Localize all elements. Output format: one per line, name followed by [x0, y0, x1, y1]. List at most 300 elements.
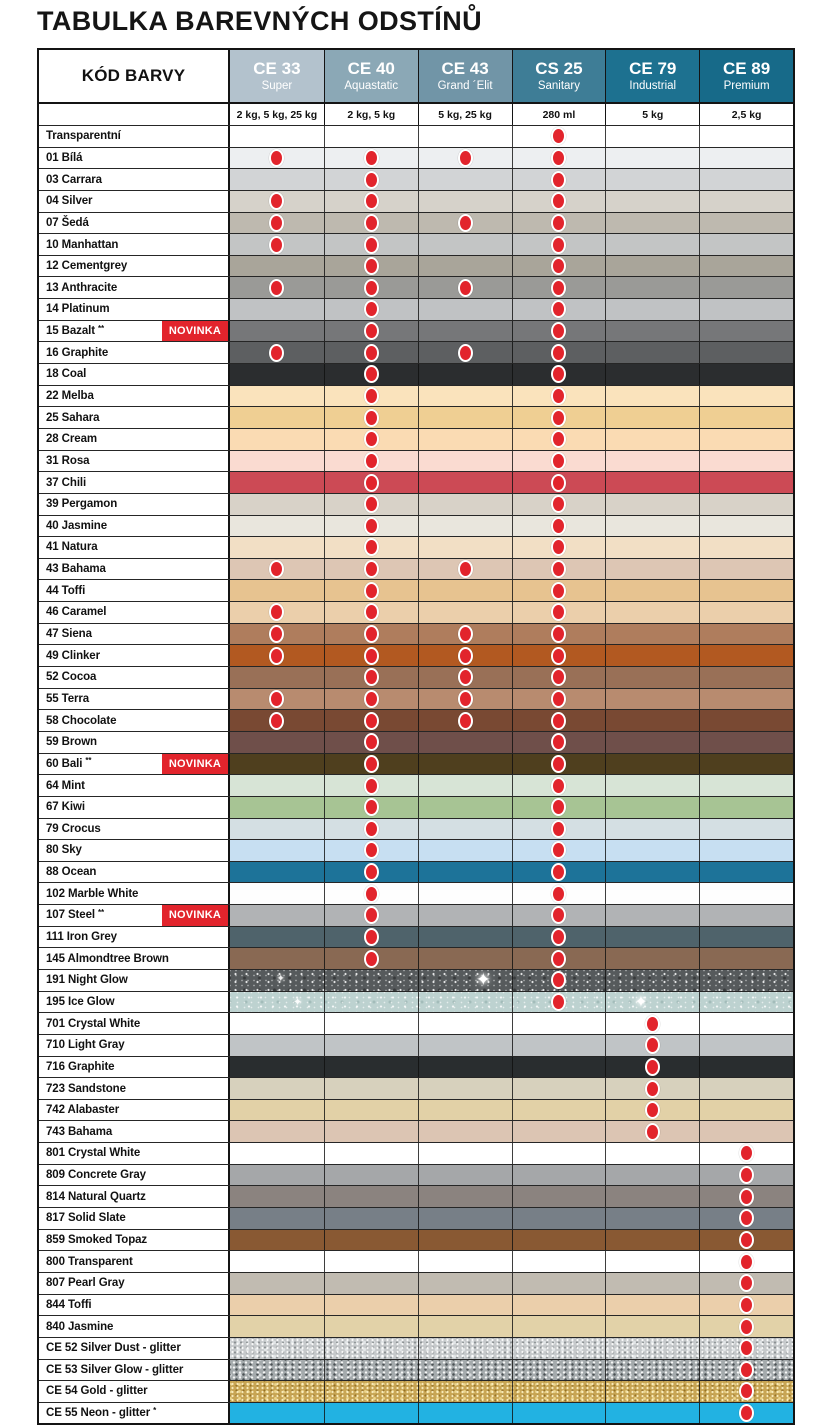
swatch-cell	[605, 169, 699, 190]
color-swatch-strip	[230, 126, 793, 147]
availability-dot	[364, 409, 379, 427]
product-subtitle: Aquastatic	[344, 79, 399, 92]
row-label: 43 Bahama	[46, 563, 106, 576]
swatch-cell	[605, 1143, 699, 1164]
table-row	[39, 385, 793, 407]
row-label-cell	[39, 342, 230, 363]
color-swatch-strip	[230, 1121, 793, 1142]
swatch-cell	[418, 905, 512, 926]
table-row	[39, 1250, 793, 1272]
color-swatch-strip	[230, 451, 793, 472]
row-label-cell	[39, 840, 230, 861]
swatch-cell	[324, 1165, 418, 1186]
swatch-cell	[512, 537, 606, 558]
row-label-cell	[39, 1251, 230, 1272]
swatch-cell	[324, 883, 418, 904]
swatch-cell	[605, 1360, 699, 1381]
row-label-cell	[39, 1121, 230, 1142]
row-label: 39 Pergamon	[46, 498, 118, 511]
table-row	[39, 341, 793, 363]
row-label-cell	[39, 667, 230, 688]
swatch-cell	[324, 1360, 418, 1381]
swatch-cell	[418, 1143, 512, 1164]
swatch-cell	[512, 472, 606, 493]
swatch-cell	[418, 1057, 512, 1078]
package-size: 2 kg, 5 kg	[324, 104, 418, 125]
color-swatch-strip	[230, 970, 793, 991]
availability-dot	[551, 538, 566, 556]
color-swatch-strip	[230, 1230, 793, 1251]
swatch-cell	[418, 948, 512, 969]
swatch-cell	[699, 386, 793, 407]
swatch-cell	[512, 840, 606, 861]
row-label: 710 Light Gray	[46, 1039, 125, 1052]
swatch-cell	[605, 213, 699, 234]
availability-dot	[551, 993, 566, 1011]
swatch-cell	[324, 191, 418, 212]
swatch-cell	[605, 1057, 699, 1078]
row-label-cell	[39, 1360, 230, 1381]
swatch-cell	[605, 1208, 699, 1229]
color-swatch-strip	[230, 191, 793, 212]
availability-dot	[364, 279, 379, 297]
swatch-cell	[324, 559, 418, 580]
swatch-cell	[605, 580, 699, 601]
product-code: CE 33	[253, 58, 301, 78]
swatch-cell	[512, 342, 606, 363]
swatch-cell	[324, 948, 418, 969]
color-code-header: KÓD BARVY	[39, 50, 230, 102]
availability-dot	[551, 560, 566, 578]
availability-dot	[739, 1382, 754, 1400]
swatch-cell	[230, 1295, 324, 1316]
swatch-cell	[324, 321, 418, 342]
availability-dot	[364, 625, 379, 643]
table-row	[39, 904, 793, 926]
swatch-cell	[699, 1381, 793, 1402]
table-row	[39, 1337, 793, 1359]
swatch-cell	[418, 602, 512, 623]
availability-dot	[551, 322, 566, 340]
row-label-cell	[39, 624, 230, 645]
package-size: 280 ml	[512, 104, 606, 125]
row-label-cell	[39, 537, 230, 558]
color-swatch-strip	[230, 494, 793, 515]
table-row	[39, 731, 793, 753]
color-swatch-strip	[230, 559, 793, 580]
product-subtitle: Industrial	[629, 79, 677, 92]
swatch-cell	[512, 191, 606, 212]
color-swatch-strip	[230, 580, 793, 601]
swatch-cell	[230, 905, 324, 926]
swatch-cell	[418, 451, 512, 472]
swatch-cell	[512, 970, 606, 991]
row-label-cell	[39, 1186, 230, 1207]
swatch-cell	[512, 624, 606, 645]
color-swatch-strip	[230, 277, 793, 298]
swatch-cell	[230, 754, 324, 775]
swatch-cell	[324, 213, 418, 234]
swatch-cell	[512, 992, 606, 1013]
row-label: 59 Brown	[46, 736, 97, 749]
swatch-cell	[699, 213, 793, 234]
swatch-cell	[418, 624, 512, 645]
swatch-cell	[324, 1186, 418, 1207]
color-swatch-strip	[230, 1035, 793, 1056]
swatch-cell	[418, 1100, 512, 1121]
table-row	[39, 558, 793, 580]
product-header	[605, 50, 699, 102]
swatch-cell	[230, 537, 324, 558]
swatch-cell	[324, 580, 418, 601]
row-label-cell	[39, 364, 230, 385]
swatch-cell	[230, 1208, 324, 1229]
swatch-cell	[605, 1273, 699, 1294]
swatch-cell	[512, 1208, 606, 1229]
swatch-cell	[699, 1100, 793, 1121]
availability-dot	[739, 1296, 754, 1314]
row-label-cell	[39, 1208, 230, 1229]
availability-dot	[551, 495, 566, 513]
row-label-cell	[39, 407, 230, 428]
swatch-cell	[230, 1100, 324, 1121]
color-swatch-strip	[230, 732, 793, 753]
availability-dot	[269, 279, 284, 297]
availability-dot	[269, 344, 284, 362]
swatch-cell	[699, 1208, 793, 1229]
row-label: 10 Manhattan	[46, 238, 119, 251]
swatch-cell	[605, 386, 699, 407]
color-swatch-strip	[230, 256, 793, 277]
package-size: 2 kg, 5 kg, 25 kg	[230, 104, 324, 125]
row-label-cell	[39, 927, 230, 948]
availability-dot	[551, 841, 566, 859]
swatch-cell	[699, 472, 793, 493]
row-label-cell	[39, 126, 230, 147]
row-label: 07 Šedá	[46, 216, 89, 229]
availability-dot	[645, 1015, 660, 1033]
swatch-cell	[605, 256, 699, 277]
availability-dot	[364, 668, 379, 686]
swatch-cell	[418, 407, 512, 428]
row-label: 15 Bazalt	[46, 325, 95, 338]
swatch-cell	[512, 1186, 606, 1207]
swatch-cell	[699, 1057, 793, 1078]
swatch-cell	[512, 277, 606, 298]
availability-dot	[269, 236, 284, 254]
table-row	[39, 1120, 793, 1142]
row-label: 716 Graphite	[46, 1060, 115, 1073]
row-label-cell	[39, 862, 230, 883]
swatch-cell	[605, 429, 699, 450]
swatch-cell	[512, 299, 606, 320]
availability-dot	[364, 906, 379, 924]
swatch-cell	[699, 970, 793, 991]
swatch-cell	[230, 624, 324, 645]
swatch-cell	[230, 1316, 324, 1337]
swatch-cell	[512, 213, 606, 234]
swatch-cell	[418, 516, 512, 537]
swatch-cell	[230, 1251, 324, 1272]
table-row	[39, 1164, 793, 1186]
swatch-cell	[418, 1165, 512, 1186]
swatch-cell	[605, 1078, 699, 1099]
availability-dot	[364, 430, 379, 448]
swatch-cell	[324, 797, 418, 818]
table-row	[39, 839, 793, 861]
availability-dot	[551, 798, 566, 816]
availability-dot	[364, 733, 379, 751]
row-label: 195 Ice Glow	[46, 995, 115, 1008]
swatch-cell	[324, 1251, 418, 1272]
availability-dot	[551, 647, 566, 665]
swatch-cell	[699, 689, 793, 710]
availability-dot	[551, 582, 566, 600]
availability-dot	[269, 690, 284, 708]
availability-dot	[551, 171, 566, 189]
swatch-cell	[230, 1403, 324, 1424]
swatch-cell	[324, 299, 418, 320]
swatch-cell	[512, 580, 606, 601]
availability-dot	[551, 755, 566, 773]
color-swatch-strip	[230, 775, 793, 796]
swatch-cell	[230, 1165, 324, 1186]
swatch-cell	[699, 1316, 793, 1337]
availability-dot	[551, 690, 566, 708]
swatch-cell	[230, 342, 324, 363]
availability-dot	[645, 1058, 660, 1076]
swatch-cell	[324, 364, 418, 385]
swatch-cell	[512, 754, 606, 775]
swatch-cell	[512, 1035, 606, 1056]
color-swatch-strip	[230, 927, 793, 948]
swatch-cell	[230, 840, 324, 861]
table-row	[39, 1034, 793, 1056]
table-header-row	[39, 50, 793, 102]
color-swatch-strip	[230, 797, 793, 818]
row-label-cell	[39, 1100, 230, 1121]
table-row	[39, 320, 793, 342]
row-label: CE 54 Gold - glitter	[46, 1385, 148, 1398]
swatch-cell	[699, 754, 793, 775]
swatch-cell	[418, 1316, 512, 1337]
availability-dot	[269, 625, 284, 643]
swatch-cell	[324, 602, 418, 623]
row-label-cell	[39, 992, 230, 1013]
swatch-cell	[699, 1338, 793, 1359]
swatch-cell	[418, 537, 512, 558]
availability-dot	[364, 300, 379, 318]
table-row	[39, 1012, 793, 1034]
swatch-cell	[699, 840, 793, 861]
swatch-cell	[418, 126, 512, 147]
row-label: 03 Carrara	[46, 173, 102, 186]
availability-dot	[269, 560, 284, 578]
color-swatch-strip	[230, 754, 793, 775]
swatch-cell	[324, 992, 418, 1013]
color-swatch-strip	[230, 862, 793, 883]
swatch-cell	[512, 321, 606, 342]
row-label-cell	[39, 559, 230, 580]
swatch-cell	[605, 126, 699, 147]
swatch-cell	[605, 602, 699, 623]
swatch-cell	[605, 1100, 699, 1121]
availability-dot	[739, 1253, 754, 1271]
row-label: 18 Coal	[46, 368, 87, 381]
swatch-cell	[324, 148, 418, 169]
swatch-cell	[230, 494, 324, 515]
swatch-cell	[230, 1381, 324, 1402]
product-code: CE 89	[722, 58, 771, 78]
swatch-cell	[699, 927, 793, 948]
table-row	[39, 947, 793, 969]
row-label-cell	[39, 277, 230, 298]
swatch-cell	[324, 169, 418, 190]
row-label-cell	[39, 1338, 230, 1359]
color-swatch-strip	[230, 407, 793, 428]
row-label-cell	[39, 1078, 230, 1099]
color-swatch-strip	[230, 148, 793, 169]
swatch-cell	[418, 970, 512, 991]
availability-dot	[645, 1101, 660, 1119]
swatch-cell	[699, 905, 793, 926]
availability-dot	[269, 603, 284, 621]
swatch-cell	[230, 516, 324, 537]
swatch-cell	[699, 1273, 793, 1294]
availability-dot	[645, 1036, 660, 1054]
swatch-cell	[418, 559, 512, 580]
swatch-cell	[699, 451, 793, 472]
swatch-cell	[230, 1338, 324, 1359]
swatch-cell	[699, 992, 793, 1013]
availability-dot	[364, 690, 379, 708]
swatch-cell	[699, 1078, 793, 1099]
color-swatch-strip	[230, 1251, 793, 1272]
swatch-cell	[699, 580, 793, 601]
swatch-cell	[605, 732, 699, 753]
swatch-cell	[418, 992, 512, 1013]
color-swatch-strip	[230, 1208, 793, 1229]
row-label: 743 Bahama	[46, 1125, 113, 1138]
product-subtitle: Super	[261, 79, 293, 92]
swatch-cell	[418, 342, 512, 363]
swatch-cell	[699, 1295, 793, 1316]
swatch-cell	[699, 559, 793, 580]
swatch-cell	[605, 883, 699, 904]
product-header	[324, 50, 418, 102]
availability-dot	[551, 863, 566, 881]
swatch-cell	[512, 494, 606, 515]
row-label: 04 Silver	[46, 195, 93, 208]
swatch-cell	[324, 494, 418, 515]
availability-dot	[739, 1144, 754, 1162]
row-label-cell	[39, 472, 230, 493]
swatch-cell	[699, 1013, 793, 1034]
package-size: 5 kg	[605, 104, 699, 125]
row-label-cell	[39, 1381, 230, 1402]
table-row	[39, 536, 793, 558]
swatch-cell	[324, 624, 418, 645]
swatch-cell	[230, 883, 324, 904]
swatch-cell	[605, 754, 699, 775]
row-label-footnote-mark: *	[153, 1405, 157, 1415]
availability-dot	[551, 777, 566, 795]
swatch-cell	[324, 1338, 418, 1359]
swatch-cell	[230, 732, 324, 753]
swatch-cell	[324, 754, 418, 775]
swatch-cell	[418, 840, 512, 861]
swatch-cell	[230, 645, 324, 666]
swatch-cell	[324, 516, 418, 537]
table-row	[39, 1056, 793, 1078]
swatch-cell	[605, 191, 699, 212]
swatch-cell	[512, 1381, 606, 1402]
row-label-cell	[39, 710, 230, 731]
swatch-cell	[699, 191, 793, 212]
availability-dot	[364, 517, 379, 535]
swatch-cell	[699, 407, 793, 428]
availability-dot	[551, 603, 566, 621]
swatch-cell	[512, 1230, 606, 1251]
availability-dot	[458, 214, 473, 232]
row-label: 840 Jasmine	[46, 1320, 114, 1333]
swatch-cell	[418, 1360, 512, 1381]
swatch-cell	[699, 256, 793, 277]
table-row	[39, 1359, 793, 1381]
swatch-cell	[324, 451, 418, 472]
row-label-cell	[39, 451, 230, 472]
swatch-cell	[418, 754, 512, 775]
swatch-cell	[230, 472, 324, 493]
availability-dot	[269, 712, 284, 730]
swatch-cell	[512, 516, 606, 537]
swatch-cell	[418, 689, 512, 710]
swatch-cell	[512, 234, 606, 255]
swatch-cell	[605, 1338, 699, 1359]
availability-dot	[739, 1361, 754, 1379]
swatch-cell	[324, 645, 418, 666]
swatch-cell	[324, 1381, 418, 1402]
product-subtitle: Sanitary	[537, 79, 580, 92]
swatch-cell	[605, 472, 699, 493]
row-label: 807 Pearl Gray	[46, 1277, 125, 1290]
swatch-cell	[605, 624, 699, 645]
availability-dot	[364, 885, 379, 903]
availability-dot	[739, 1404, 754, 1422]
swatch-cell	[605, 494, 699, 515]
swatch-cell	[324, 1013, 418, 1034]
swatch-cell	[512, 645, 606, 666]
swatch-cell	[699, 1165, 793, 1186]
swatch-cell	[230, 1035, 324, 1056]
table-row	[39, 471, 793, 493]
availability-dot	[364, 950, 379, 968]
color-swatch-strip	[230, 1360, 793, 1381]
availability-dot	[364, 647, 379, 665]
product-code: CE 40	[347, 58, 395, 78]
row-label-cell	[39, 883, 230, 904]
swatch-cell	[699, 862, 793, 883]
row-label: CE 53 Silver Glow - glitter	[46, 1363, 184, 1376]
row-label-cell	[39, 148, 230, 169]
row-label-cell	[39, 386, 230, 407]
availability-dot	[551, 733, 566, 751]
row-label: 111 Iron Grey	[46, 931, 117, 944]
color-swatch-strip	[230, 602, 793, 623]
row-label: 40 Jasmine	[46, 519, 108, 532]
swatch-cell	[418, 883, 512, 904]
swatch-cell	[512, 256, 606, 277]
